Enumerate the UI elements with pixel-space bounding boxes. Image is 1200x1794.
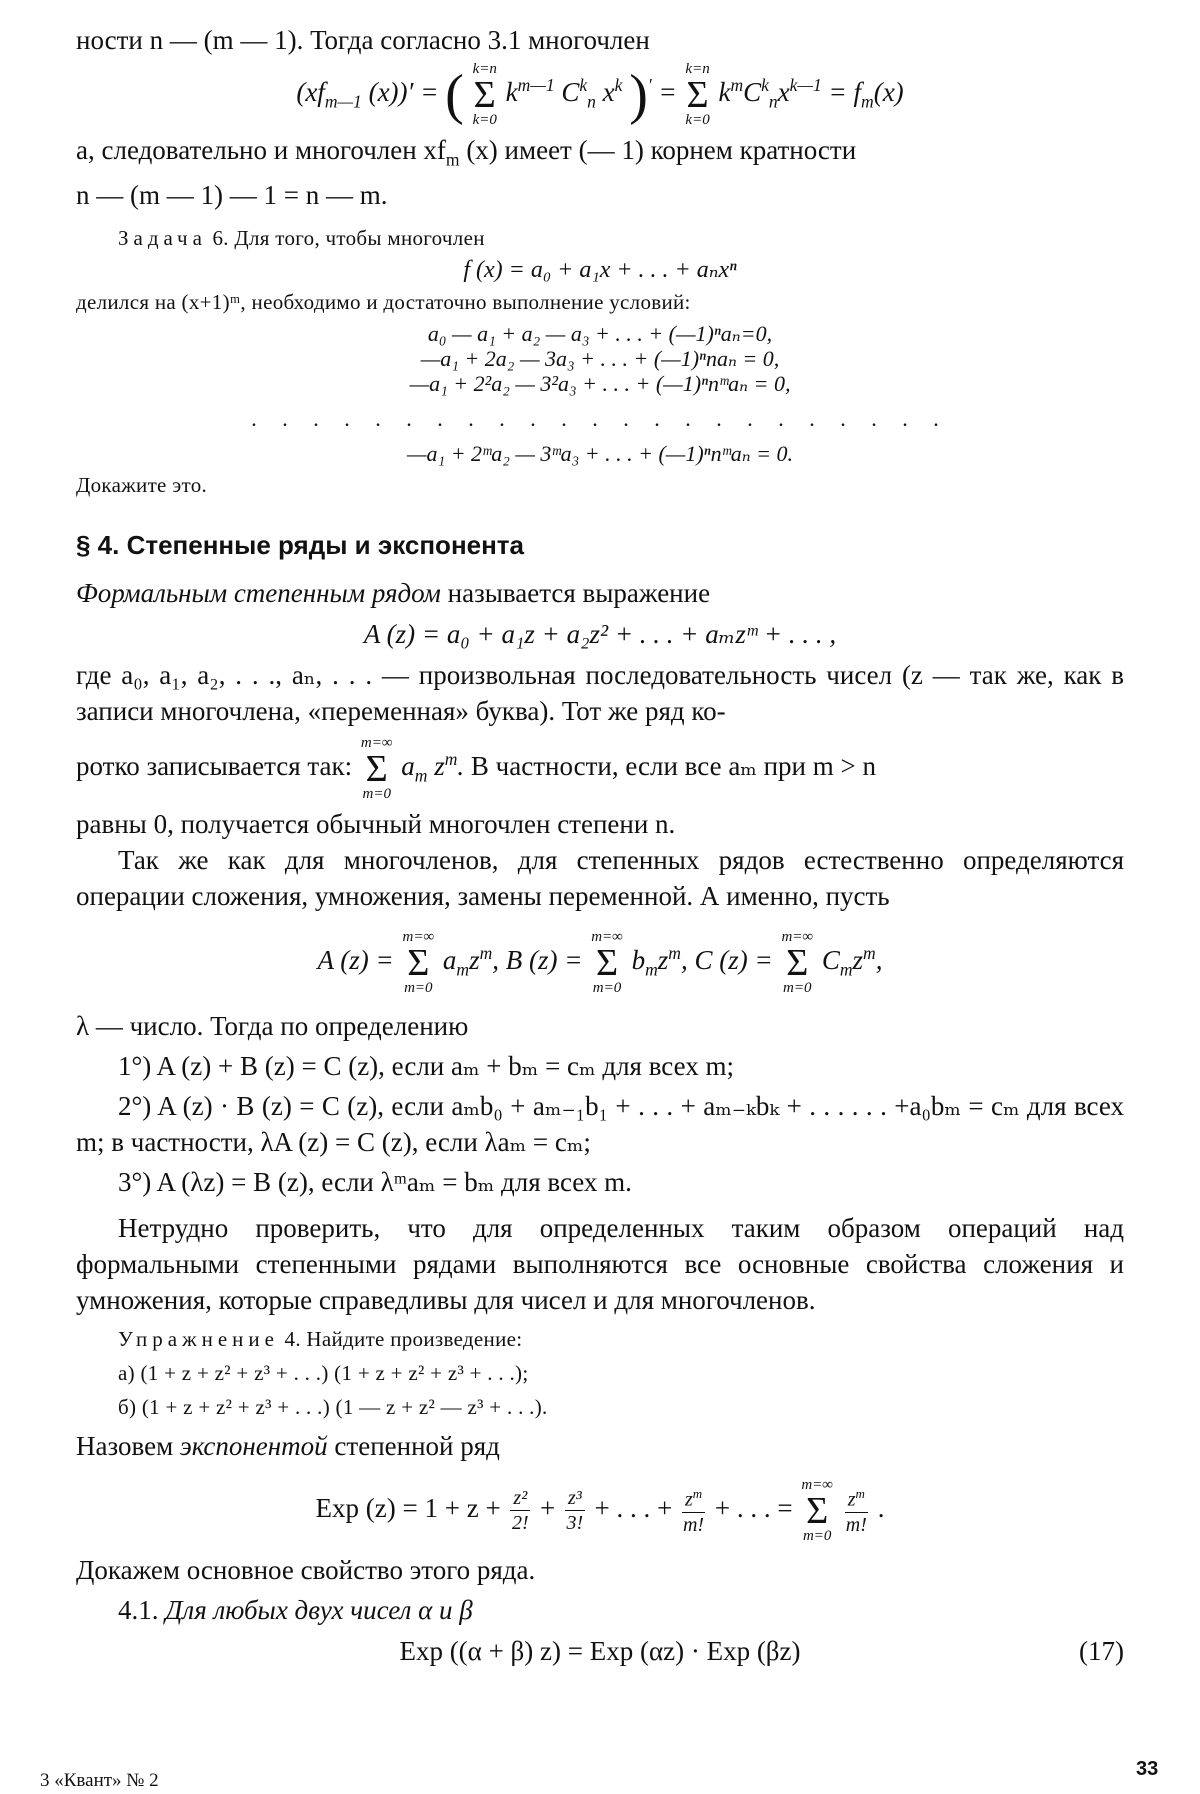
exercise-4a: а) (1 + z + z² + z³ + . . .) (1 + z + z² + z³ + . . .);: [118, 1361, 529, 1386]
rule-3: 3°) A (λz) = B (z), если λᵐaₘ = bₘ для всех m.: [118, 1167, 632, 1198]
system-line-4: —a₁ + 2ᵐa₂ — 3ᵐa₃ + . . . + (—1)ⁿnᵐaₙ = 0.: [406, 441, 794, 467]
line-2: а, следовательно и многочлен $xf_m$ (x) имеет (— 1) корнем кратности: [76, 135, 857, 170]
series-abc-definition: A (z) = m=∞ Σ m=0 $a_mz^m$, B (z) = m=∞ Σ m=0 $b_mz^m$, C (z) = m=∞ Σ m=0 $C_mz^m$,: [317, 928, 883, 996]
section-heading: § 4. Степенные ряды и экспонента: [76, 530, 525, 561]
page-number: 33: [1136, 1758, 1159, 1780]
rule-1: 1°) A (z) + B (z) = C (z), если aₘ + bₘ = cₘ для всех m;: [118, 1051, 735, 1082]
paragraph-3: Нетрудно проверить, что для определенных таким образом операций над формальными степенными рядами выполняются все основные свойства сложения и умножения, которые справедливы для чисел и для многочленов.: [76, 1213, 1124, 1316]
system-line-2: —a₁ + 2a₂ — 3a₃ + . . . + (—1)ⁿnaₙ = 0,: [420, 346, 780, 372]
exercise-4-intro: Упражнение 4. Найдите произведение:: [118, 1327, 523, 1352]
system-dots: . . . . . . . . . . . . . . . . . . . . . . .: [251, 406, 949, 432]
system-line-3: —a₁ + 2²a₂ — 3²a₃ + . . . + (—1)ⁿnᵐaₙ = 0,: [409, 371, 791, 397]
rule-2: 2°) A (z) · B (z) = C (z), если aₘb₀ + aₘ₋₁b₁ + . . . + aₘ₋ₖbₖ + . . . . . . +a₀bₘ = cₘ для всех m; в частности, λA (z) = C (z), если λaₘ = cₘ;: [76, 1091, 1124, 1158]
task-6-intro: Задача 6. Для того, чтобы многочлен: [118, 226, 485, 251]
property-line: Докажем основное свойство этого ряда.: [76, 1555, 536, 1586]
page-body: [76, 22, 1124, 1674]
exponent-definition: Назовем экспонентой степенной ряд: [76, 1431, 500, 1462]
theorem-4-1: 4.1. Для любых двух чисел α и β: [118, 1595, 473, 1626]
paragraph-1: где a₀, a₁, a₂, . . ., aₙ, . . . — произвольная последовательность чисел (z — так же, как в записи многочлена, «переменная» буква). Тот же ряд ко-: [76, 660, 1124, 727]
equation-xfm-derivative: ($xf_{m—1}$ (x))′ = ( k=n Σ k=0 $k^{m—1}$ $C^k_n$ $x^k$ )′ = k=n Σ k=0 $k^mC^k_nx^{k—1} = f_m(x)$: [296, 61, 904, 128]
paragraph-1-sum-line: ротко записывается так: m=∞ Σ m=0 $a_m$ $z^m$. В частности, если все aₘ при m > n: [76, 735, 876, 803]
line-1: ности n — (m — 1). Тогда согласно 3.1 многочлен: [76, 25, 650, 55]
system-line-1: a₀ — a₁ + a₂ — a₃ + . . . + (—1)ⁿaₙ=0,: [427, 321, 773, 347]
exercise-4b: б) (1 + z + z² + z³ + . . .) (1 — z + z² — z³ + . . .).: [118, 1395, 548, 1420]
paragraph-1-end: равны 0, получается обычный многочлен степени n.: [76, 808, 676, 839]
line-3: n — (m — 1) — 1 = n — m.: [76, 180, 388, 211]
equation-17-number: (17): [1079, 1636, 1124, 1667]
rules-list: [76, 1048, 1124, 1200]
task-6-condition: делился на (x+1)ᵐ, необходимо и достаточно выполнение условий:: [76, 290, 691, 315]
equation-17: Exp ((α + β) z) = Exp (αz) · Exp (βz) (17): [76, 1632, 1124, 1670]
definition: Формальным степенным рядом называется выражение: [76, 578, 711, 609]
footer-signature: 3 «Квант» № 2: [40, 1770, 159, 1791]
task-6-system: [76, 321, 1124, 466]
exp-series-equation: Exp (z) = 1 + z + $\frac{\text{z²}}{2!}$ + $\frac{\text{z³}}{3!}$ + . . . + $\frac{z^m}{m!}$ + . . . = m=∞ Σ m=0 $\frac{z^m}{m!}$ .: [315, 1476, 885, 1544]
series-equation: A (z) = a₀ + a₁z + a₂z² + . . . + aₘzᵐ + . . . ,: [363, 619, 837, 650]
task-6-polynomial: f (x) = a₀ + a₁x + . . . + aₙxⁿ: [463, 257, 737, 284]
prove-this: Докажите это.: [76, 473, 208, 498]
lambda-line: λ — число. Тогда по определению: [76, 1011, 469, 1042]
paragraph-2: Так же как для многочленов, для степенных рядов естественно определяются операции сложения, умножения, замены переменной. А именно, пусть: [76, 844, 1124, 911]
